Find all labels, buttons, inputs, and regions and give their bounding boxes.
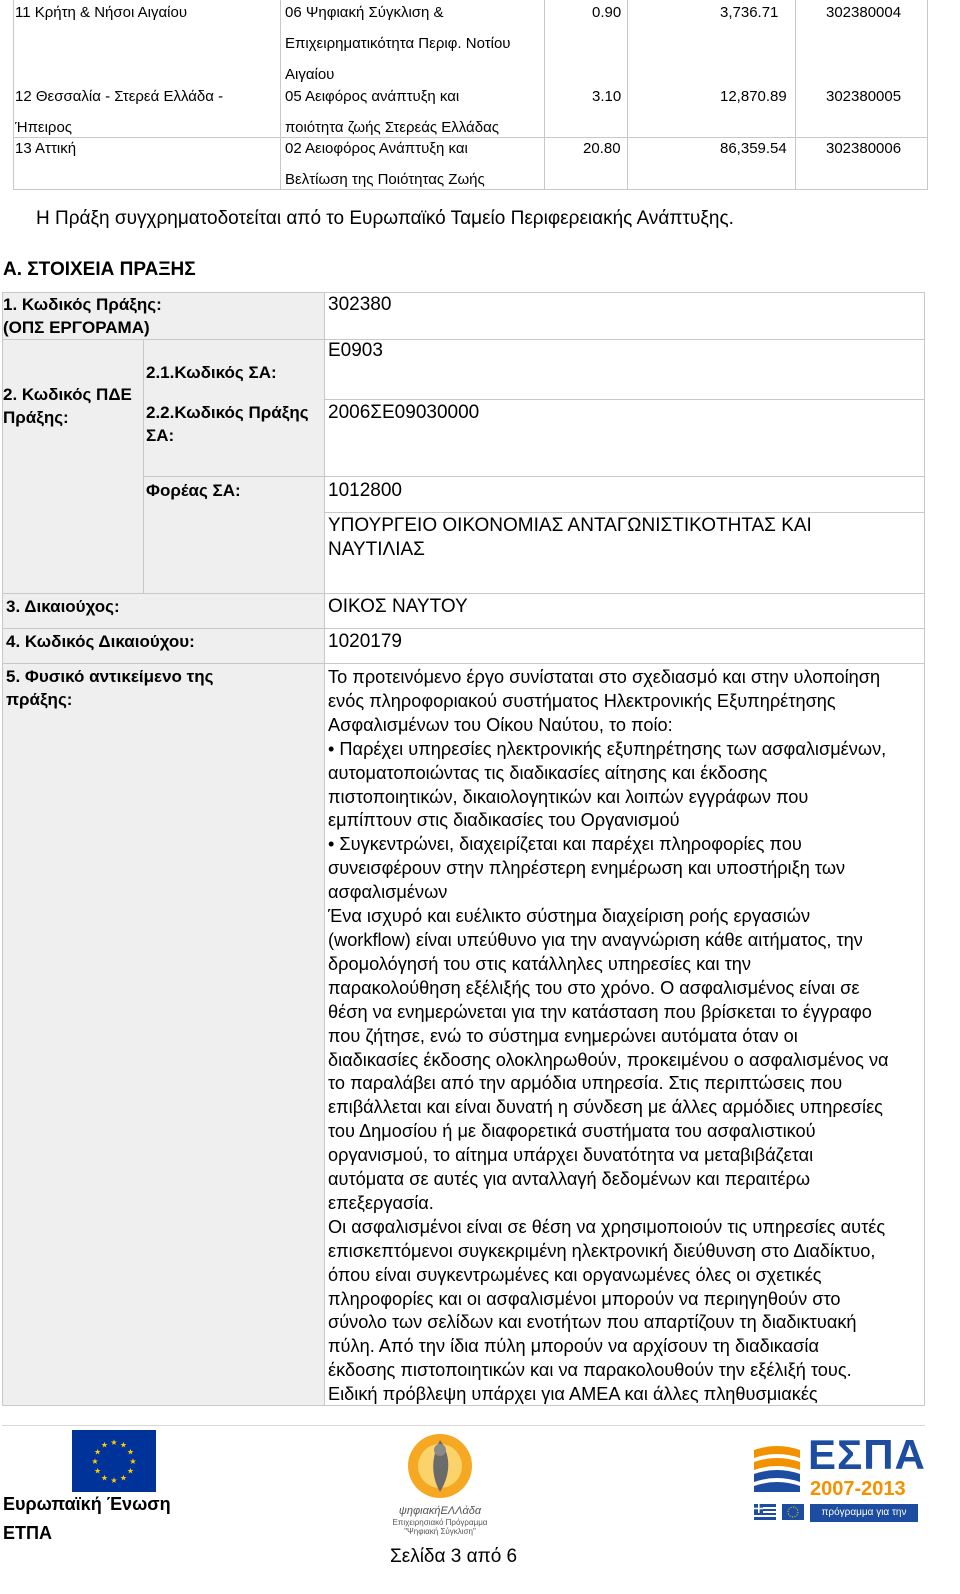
physical-object-line: ασφαλισμένων	[328, 882, 448, 903]
row-divider	[324, 399, 925, 400]
project-code-value: 302380	[328, 294, 392, 315]
eu-star-icon: ★	[119, 1440, 128, 1450]
eu-star-icon: ★	[110, 1438, 118, 1447]
pde-code-label: 2. Κωδικός ΠΔΕ Πράξης:	[3, 385, 132, 427]
sa-project-code-value: 2006ΣΕ09030000	[328, 402, 480, 423]
physical-object-line: πληροφορίες και οι ασφαλισμένοι μπορούν να περιηγηθούν στο	[328, 1288, 841, 1309]
physical-object-line: θέση να ενημερώνεται για την κατάσταση που βρίσκεται το έγγραφο	[328, 1001, 872, 1022]
physical-object-line: αυτόματα σε αυτές για ανταλλαγή δεδομένων και περαιτέρω	[328, 1169, 811, 1190]
physical-object-line: όπου είναι συγκεντρωμένες και οργανωμένες όλες οι σχετικές	[328, 1264, 822, 1285]
code-cell: 302380005	[826, 88, 902, 105]
physical-object-line: συνεισφέρουν στην πληρέστερη ενημέρωση και υποστήριξη των	[328, 858, 846, 879]
physical-object-line: Οι ασφαλισμένοι είναι σε θέση να χρησιμοποιούν τις υπηρεσίες αυτές	[328, 1216, 886, 1237]
greek-flag-icon	[754, 1504, 776, 1520]
footer-divider	[2, 1425, 925, 1426]
eu-small-flag-icon	[782, 1504, 804, 1520]
physical-object-line: επεξεργασία.	[328, 1192, 434, 1213]
amount-cell: 12,870.89	[720, 88, 787, 105]
cofunding-note: Η Πράξη συγχρηματοδοτείται από το Ευρωπαϊκό Ταμείο Περιφερειακής Ανάπτυξης.	[36, 208, 734, 229]
physical-object-line: Το προτεινόμενο έργο συνίσταται στο σχεδιασμό και στην υλοποίηση	[328, 667, 881, 687]
espa-years: 2007-2013	[810, 1478, 906, 1500]
physical-object-line: οργανισμού, το αίτημα υπάρχει δυνατότητα να μεταβιβάζεται	[328, 1145, 814, 1166]
percent-cell: 3.10	[592, 88, 622, 105]
program-cell-line: Βελτίωση της Ποιότητας Ζωής	[285, 171, 485, 188]
eu-star-icon: ★	[91, 1457, 99, 1466]
project-code-sublabel: (ΟΠΣ ΕΡΓΟΡΑΜΑ)	[3, 318, 150, 337]
percent-cell: 20.80	[583, 140, 621, 157]
code-cell: 302380006	[826, 140, 902, 157]
eu-flag-icon	[72, 1430, 156, 1492]
physical-object-line: Ένα ισχυρό και ευέλικτο σύστημα διαχείριση ροής εργασιών	[328, 906, 811, 927]
physical-object-label: 5. Φυσικό αντικείμενο της πράξης:	[6, 667, 214, 709]
beneficiary-code-value: 1020179	[328, 631, 402, 652]
sa-agency-label: Φορέας ΣΑ:	[146, 481, 241, 500]
physical-object-line: εμπίπτουν στις διαδικασίες του Οργανισμού	[328, 810, 680, 831]
beneficiary-code-label: 4. Κωδικός Δικαιούχου:	[6, 632, 195, 651]
beneficiary-value: ΟΙΚΟΣ ΝΑΥΤΟΥ	[328, 596, 468, 617]
col-divider	[280, 0, 281, 190]
digital-convergence-logo	[380, 1430, 500, 1536]
section-title: Α. ΣΤΟΙΧΕΙΑ ΠΡΑΞΗΣ	[3, 259, 196, 280]
amount-cell: 86,359.54	[720, 140, 787, 157]
eu-star-icon: ★	[129, 1457, 137, 1466]
beneficiary-label: 3. Δικαιούχος:	[6, 597, 120, 616]
physical-object-line: διαδικασίες έκδοσης ολοκληρωθούν, προκειμένου ο ασφαλισμένος να	[328, 1049, 889, 1070]
physical-object-line: που ζήτησε, ενώ το σύστημα ενημερώνει αυτόματα όταν οι	[328, 1025, 798, 1046]
region-cell-line2: Ήπειρος	[15, 119, 73, 136]
espa-slogan: πρόγραμμα για την ανάπτυξη	[810, 1504, 918, 1522]
physical-object-line: δρομολόγησή του στις κατάλληλες υπηρεσίες και την	[328, 953, 751, 974]
sa-code-label: 2.1.Κωδικός ΣΑ:	[146, 363, 277, 382]
physical-object-line: πύλη. Από την ίδια πύλη μπορούν να αρχίσουν τη διαδικασία	[328, 1336, 819, 1357]
physical-object-line: του Δημοσίου ή με διαφορετικά συστήματα του ασφαλιστικού	[328, 1121, 816, 1142]
program-cell-line: 06 Ψηφιακή Σύγκλιση &	[285, 4, 444, 21]
eu-star-icon: ★	[93, 1466, 102, 1476]
program-cell-line: Επιχειρηματικότητα Περιφ. Νοτίου	[285, 35, 511, 52]
amount-cell: 3,736.71	[720, 4, 779, 21]
physical-object-line: επιβάλλεται και είναι δυνατή η σύνδεση με άλλες αρμόδιες υπηρεσίες	[328, 1097, 883, 1118]
sa-project-code-label: 2.2.Κωδικός Πράξης ΣΑ:	[146, 403, 309, 445]
digital-logo-sub: Επιχειρησιακό Πρόγραμμα	[392, 1518, 488, 1527]
row-divider	[324, 512, 925, 513]
physical-object-line: σύνολο των σελίδων και ενοτήτων που απαρτίζουν τη διαδικτυακή	[328, 1312, 857, 1333]
region-cell: 13 Αττική	[15, 140, 77, 157]
project-code-label: 1. Κωδικός Πράξης:	[3, 295, 162, 314]
code-cell: 302380004	[826, 4, 902, 21]
eu-star-icon: ★	[93, 1447, 102, 1457]
digital-greece-logo-icon	[380, 1430, 500, 1500]
physical-object-line: • Παρέχει υπηρεσίες ηλεκτρονικής εξυπηρέτησης των ασφαλισμένων,	[328, 738, 887, 759]
program-cell-line: Αιγαίου	[285, 66, 335, 83]
physical-object-line: το παραλάβει από την αρμόδια υπηρεσία. Στις περιπτώσεις που	[328, 1073, 843, 1094]
espa-logo	[752, 1431, 926, 1536]
program-cell-line: 02 Αειοφόρος Ανάπτυξη και	[285, 140, 468, 157]
physical-object-line: παρακολούθηση εξέλιξής του στο χρόνο. Ο ασφαλισμένος είναι σε	[328, 977, 860, 998]
row-divider	[2, 593, 925, 594]
physical-object-line: έκδοσης πιστοποιητικών και να παρακολουθούν την εξέλιξή τους.	[328, 1360, 852, 1381]
row-divider	[143, 476, 925, 477]
espa-waves-icon	[752, 1442, 802, 1492]
col-divider	[324, 292, 325, 1406]
program-cell-line: ποιότητα ζωής Στερεάς Ελλάδας	[285, 119, 499, 136]
row-divider	[2, 628, 925, 629]
physical-object-line: ενός πληροφοριακού συστήματος Ηλεκτρονικής Εξυπηρέτησης	[328, 690, 836, 711]
col-divider	[795, 0, 796, 190]
digital-logo-sub: "Ψηφιακή Σύγκλιση"	[404, 1527, 476, 1536]
physical-object-line: (workflow) είναι υπεύθυνο για την αναγνώριση κάθε αιτήματος, την	[328, 929, 863, 950]
eu-star-icon: ★	[126, 1447, 135, 1457]
row-divider	[13, 137, 928, 138]
page-number: Σελίδα 3 από 6	[390, 1546, 518, 1567]
eu-label: Ευρωπαϊκή Ένωση	[3, 1494, 171, 1514]
sa-code-value: Ε0903	[328, 340, 383, 361]
row-divider	[2, 339, 925, 340]
region-cell: 11 Κρήτη & Νήσοι Αιγαίου	[15, 4, 188, 21]
col-divider	[544, 0, 545, 190]
eu-star-icon: ★	[110, 1476, 118, 1485]
physical-object-line: επισκεπτόμενοι συγκεκριμένη ηλεκτρονική διεύθυνση στο Διαδίκτυο,	[328, 1240, 876, 1261]
sa-agency-code: 1012800	[328, 480, 402, 501]
physical-object-line: Ασφαλισμένων του Οίκου Ναύτου, το ποίο:	[328, 714, 673, 735]
eu-star-icon: ★	[100, 1440, 109, 1450]
eu-star-icon: ★	[119, 1473, 128, 1483]
physical-object-text	[328, 666, 943, 1407]
physical-object-line: πιστοποιητικών, δικαιολογητικών και λοιπών εγγράφων που	[328, 786, 809, 807]
sa-agency-name: ΥΠΟΥΡΓΕΙΟ ΟΙΚΟΝΟΜΙΑΣ ΑΝΤΑΓΩΝΙΣΤΙΚΟΤΗΤΑΣ ΚΑΙ ΝΑΥΤΙΛΙΑΣ	[328, 515, 812, 560]
physical-object-line: αυτοματοποιώντας τις διαδικασίες αίτησης και έκδοσης	[328, 762, 768, 783]
fund-label: ΕΤΠΑ	[3, 1523, 52, 1543]
row-divider	[2, 663, 925, 664]
eu-star-icon: ★	[100, 1473, 109, 1483]
digital-logo-text: ψηφιακήΕΛΛάδα	[398, 1505, 482, 1517]
col-divider	[143, 339, 144, 593]
physical-object-line: • Συγκεντρώνει, διαχειρίζεται και παρέχει πληροφορίες που	[328, 834, 802, 855]
region-cell: 12 Θεσσαλία - Στερεά Ελλάδα -	[15, 88, 224, 105]
col-divider	[627, 0, 628, 190]
eu-star-icon: ★	[126, 1466, 135, 1476]
espa-title: ΕΣΠΑ	[808, 1431, 926, 1478]
percent-cell: 0.90	[592, 4, 622, 21]
program-cell-line: 05 Αειφόρος ανάπτυξη και	[285, 88, 460, 105]
physical-object-line: Ειδική πρόβλεψη υπάρχει για ΑΜΕΑ και άλλες πληθυσμιακές	[328, 1384, 818, 1405]
